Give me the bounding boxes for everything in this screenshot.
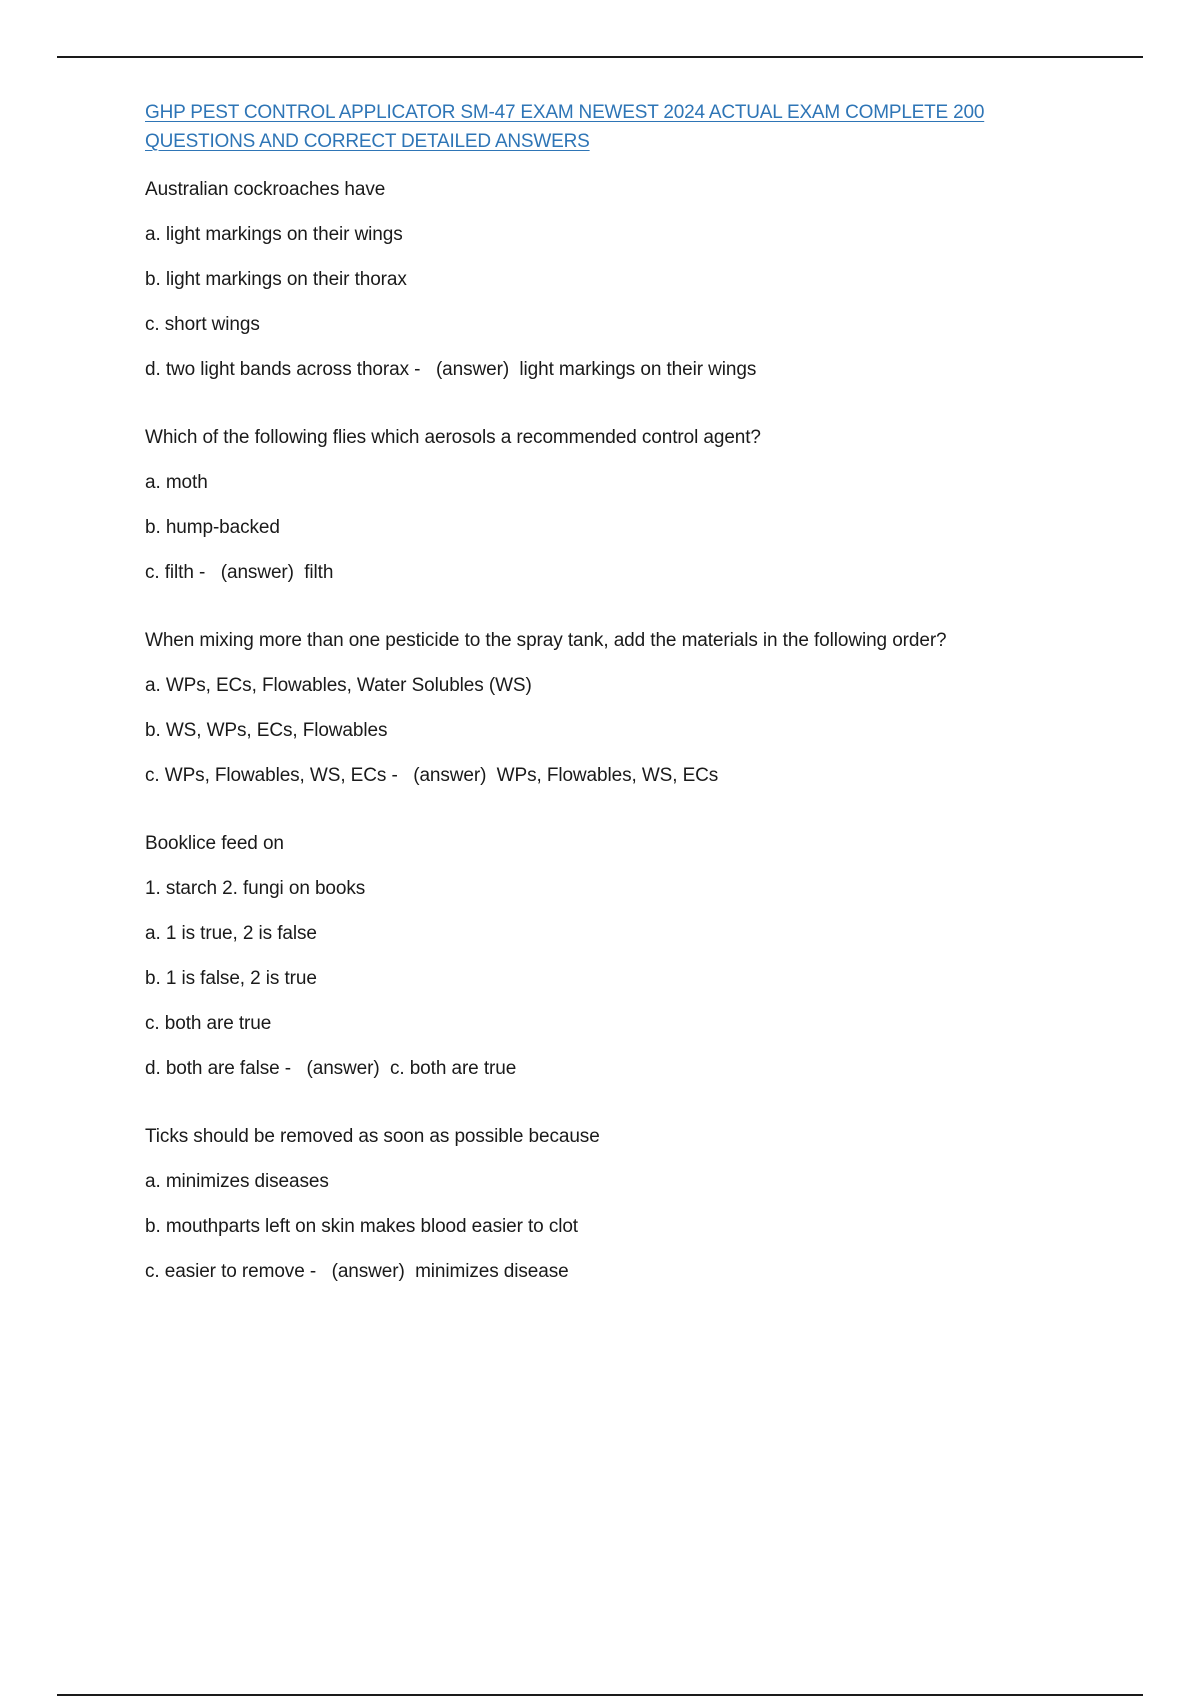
option-a: a. minimizes diseases — [145, 1171, 329, 1192]
question-2 — [145, 426, 1090, 585]
document-content — [145, 98, 1090, 1328]
option-b: b. hump-backed — [145, 517, 280, 538]
option-d-with-answer: d. two light bands across thorax - (answer) light markings on their wings — [145, 359, 757, 380]
option-c-with-answer: c. easier to remove - (answer) minimizes disease — [145, 1261, 569, 1282]
option-a: a. 1 is true, 2 is false — [145, 923, 317, 944]
question-text: When mixing more than one pesticide to the spray tank, add the materials in the following order? — [145, 630, 947, 651]
option-c-with-answer: c. WPs, Flowables, WS, ECs - (answer) WPs, Flowables, WS, ECs — [145, 765, 719, 786]
option-a: a. moth — [145, 472, 208, 493]
question-text: Booklice feed on — [145, 833, 284, 854]
option-b: b. WS, WPs, ECs, Flowables — [145, 720, 388, 741]
question-3 — [145, 629, 1090, 788]
document-title[interactable]: GHP PEST CONTROL APPLICATOR SM-47 EXAM NEWEST 2024 ACTUAL EXAM COMPLETE 200 QUESTIONS AND CORRECT DETAILED ANSWERS — [145, 102, 985, 152]
question-text: Ticks should be removed as soon as possible because — [145, 1126, 600, 1147]
header-rule — [57, 56, 1143, 58]
option-a: a. WPs, ECs, Flowables, Water Solubles (WS) — [145, 675, 532, 696]
option-c: c. short wings — [145, 314, 260, 335]
question-4 — [145, 832, 1090, 1081]
question-text: Which of the following flies which aerosols a recommended control agent? — [145, 427, 761, 448]
option-b: b. 1 is false, 2 is true — [145, 968, 317, 989]
option-a: a. light markings on their wings — [145, 224, 403, 245]
option-d-with-answer: d. both are false - (answer) c. both are true — [145, 1058, 517, 1079]
option-c: c. both are true — [145, 1013, 272, 1034]
statements: 1. starch 2. fungi on books — [145, 878, 366, 899]
question-text: Australian cockroaches have — [145, 179, 386, 200]
question-1 — [145, 178, 1090, 382]
question-5 — [145, 1125, 1090, 1284]
footer-rule — [57, 1694, 1143, 1696]
option-b: b. mouthparts left on skin makes blood easier to clot — [145, 1216, 578, 1237]
option-b: b. light markings on their thorax — [145, 269, 407, 290]
option-c-with-answer: c. filth - (answer) filth — [145, 562, 334, 583]
